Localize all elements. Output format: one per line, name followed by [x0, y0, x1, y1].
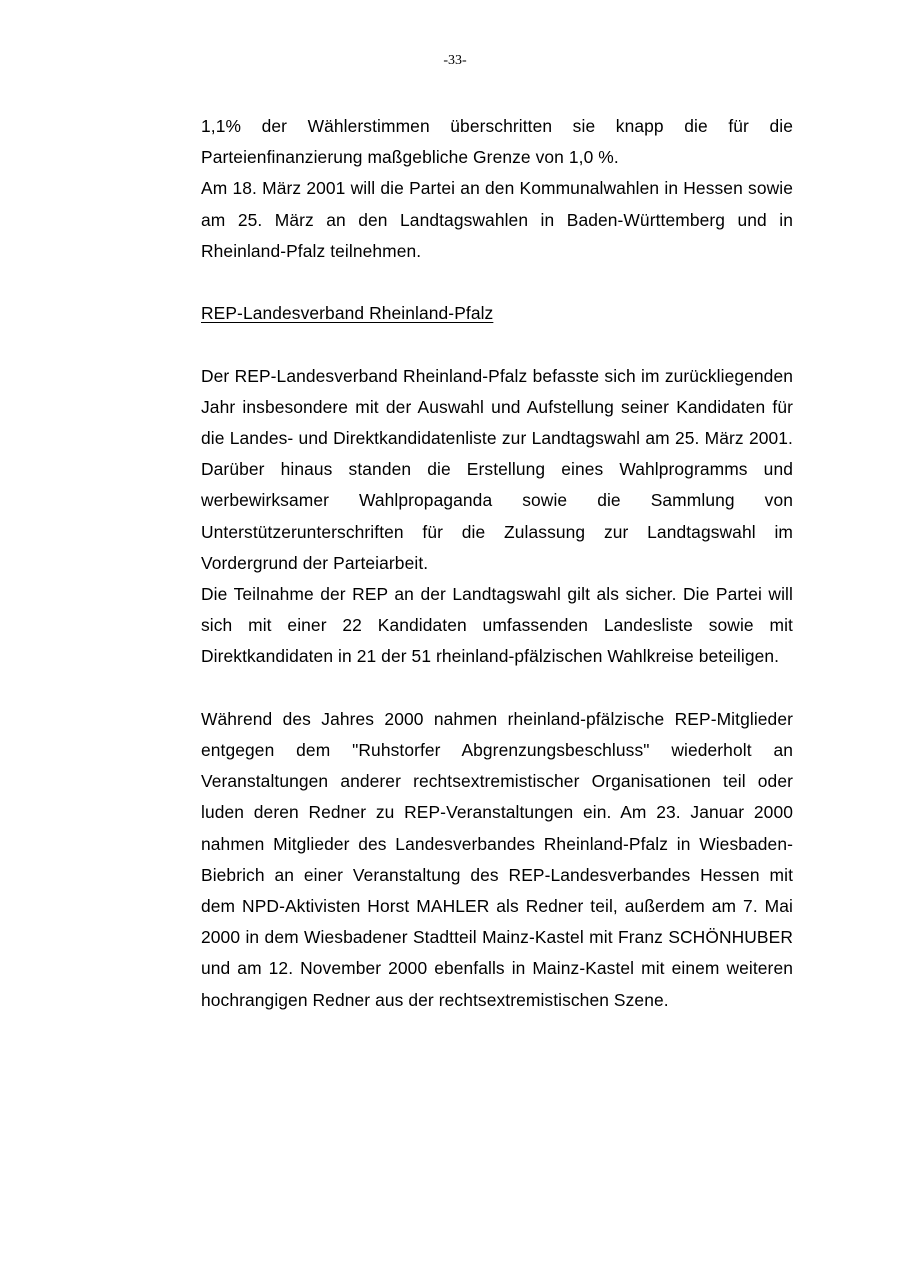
paragraph-upcoming-elections: Am 18. März 2001 will die Partei an den Kommunalwahlen in Hessen sowie am 25. März an den Landtagswahlen in Baden-Württemberg und in Rheinland-Pfalz teilnehmen. [201, 178, 793, 261]
page-number: -33- [443, 53, 467, 68]
paragraph-spacer [201, 267, 793, 298]
section-heading: REP-Landesverband Rheinland-Pfalz [201, 303, 494, 324]
paragraph-spacer [201, 329, 793, 360]
paragraph-election-result: 1,1% der Wählerstimmen überschritten sie knapp die für die Parteienfinanzierung maßgebliche Grenze von 1,0 %. [201, 116, 793, 168]
paragraph-participation: Die Teilnahme der REP an der Landtagswahl gilt als sicher. Die Partei will sich mit einer 22 Kandidaten umfassenden Landesliste sowie mit Direktkandidaten in 21 der 51 rheinland-pfälzischen Wahlkreise beteiligen. [201, 584, 793, 667]
paragraph-state-association: Der REP-Landesverband Rheinland-Pfalz befasste sich im zurückliegenden Jahr insbesondere mit der Auswahl und Aufstellung seiner Kandidaten für die Landes- und Direktkandidatenliste zur Landtagswahl am 25. März 2001. Darüber hinaus standen die Erstellung eines Wahlprogramms und werbewirksamer Wahlpropaganda sowie die Sammlung von Unterstützerunterschriften für die Zulassung zur Landtagswahl im Vordergrund der Parteiarbeit. [201, 365, 793, 573]
paragraph-spacer [201, 673, 793, 704]
document-body [201, 111, 793, 1016]
paragraph-events: Während des Jahres 2000 nahmen rheinland-pfälzische REP-Mitglieder entgegen dem "Ruhstorfer Abgrenzungsbeschluss" wiederholt an Veranstaltungen anderer rechtsextremistischer Organisationen teil oder luden deren Redner zu REP-Veranstaltungen ein. Am 23. Januar 2000 nahmen Mitglieder des Landesverbandes Rheinland-Pfalz in Wiesbaden-Biebrich an einer Veranstaltung des REP-Landesverbandes Hessen mit dem NPD-Aktivisten Horst MAHLER als Redner teil, außerdem am 7. Mai 2000 in dem Wiesbadener Stadtteil Mainz-Kastel mit Franz SCHÖNHUBER und am 12. November 2000 ebenfalls in Mainz-Kastel mit einem weiteren hochrangigen Redner aus der rechtsextremistischen Szene. [201, 708, 793, 1010]
